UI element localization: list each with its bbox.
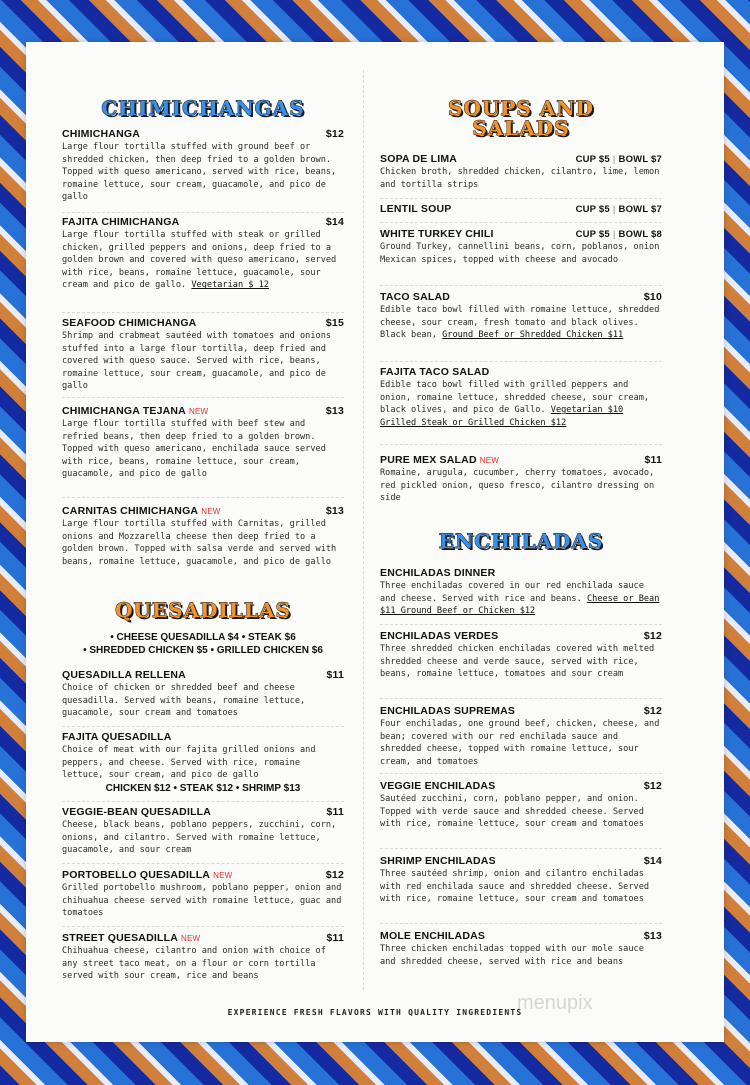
- item-name: SEAFOOD CHIMICHANGA: [62, 317, 197, 329]
- cup-price: CUP $5: [575, 229, 610, 240]
- item-name: CHIMICHANGA TEJANA: [62, 405, 186, 417]
- item-name: FAJITA TACO SALAD: [380, 366, 490, 378]
- menu-item: [380, 291, 662, 362]
- item-options: CHICKEN $12 • STEAK $12 • SHRIMP $13: [105, 782, 301, 794]
- bowl-price: BOWL $7: [618, 154, 662, 165]
- menu-item: WHITE TURKEY CHILI CUP $5 | BOWL $8 Ground Turkey, cannellini beans, corn, poblanos, onion Mexican spices, topped with cheese and avocado: [380, 228, 662, 286]
- item-price: $10: [643, 291, 662, 303]
- item-name: QUESADILLA RELLENA: [62, 669, 186, 681]
- item-variant: Vegetarian $ 12: [191, 280, 269, 291]
- item-name: ENCHILADAS VERDES: [380, 630, 499, 642]
- menu-item: [62, 405, 344, 498]
- item-variant: Ground Beef or Shredded Chicken $11: [442, 330, 624, 341]
- item-description: Large flour tortilla stuffed with beef stew and refried beans, then deep fried to a golden brown. Topped with queso americano, enchilada sauce served with rice, beans, romaine lettuce, sour cream, guacamole, and pico de gallo: [62, 419, 326, 480]
- item-name: VEGGIE-BEAN QUESADILLA: [62, 806, 212, 818]
- item-price: $12: [643, 705, 662, 717]
- item-price: $13: [643, 930, 662, 942]
- menu-item: [62, 128, 344, 213]
- item-description: Romaine, arugula, cucumber, cherry tomatoes, avocado, red pickled onion, queso fresco, cilantro dressing on side: [380, 468, 655, 504]
- new-badge: NEW: [181, 934, 201, 943]
- item-price: $12: [643, 780, 662, 792]
- menu-item: LENTIL SOUP CUP $5 | BOWL $7: [380, 203, 662, 223]
- item-description: Choice of meat with our fajita grilled onions and peppers, and cheese. Served with rice, romaine lettuce, sour cream, and pico de gallo: [62, 745, 316, 781]
- item-description: Large flour tortilla stuffed with steak or grilled chicken, grilled peppers and onions, deep fried to a golden brown and covered with queso americano, served with rice, beans, romaine lettuce, guacamole, sour cream and pico de gallo.: [62, 230, 337, 291]
- item-description: Large flour tortilla stuffed with ground beef or shredded chicken, then deep fried to a golden brown. Topped with queso americano, served with rice, beans, romaine lettuce, sour cream, guacamole, and pico de gallo: [62, 142, 337, 203]
- item-description: Sautéed zucchini, corn, poblano pepper, and onion. Topped with verde sauce and shredded cheese. Served with rice, romaine lettuce, sour cream and tomatoes: [380, 794, 644, 830]
- new-badge: NEW: [201, 507, 221, 516]
- item-description: Large flour tortilla stuffed with Carnitas, grilled onions and Mozzarella cheese then deep fried to a golden brown. Topped with salsa verde and served with beans, romaine lettuce, guacamole, and pico de gallo: [62, 519, 337, 567]
- menu-item: [62, 806, 344, 864]
- item-name: CHIMICHANGA: [62, 128, 141, 140]
- item-description: Ground Turkey, cannellini beans, corn, poblanos, onion Mexican spices, topped with cheese and avocado: [380, 242, 660, 265]
- column-divider: [363, 70, 364, 990]
- item-price: $13: [325, 405, 344, 417]
- item-price: $12: [643, 630, 662, 642]
- item-name: WHITE TURKEY CHILI: [380, 228, 494, 240]
- item-name: SOPA DE LIMA: [380, 153, 458, 165]
- soups-title-line: SALADS: [472, 116, 570, 140]
- cup-price: CUP $5: [575, 154, 610, 165]
- item-price: $11: [326, 806, 344, 818]
- menu-item: [380, 630, 662, 699]
- item-name: ENCHILADAS SUPREMAS: [380, 705, 516, 717]
- item-price: $11: [326, 932, 344, 944]
- item-description: Choice of chicken or shredded beef and cheese quesadilla. Served with beans, romaine lettuce, guacamole, sour cream and tomatoes: [62, 683, 306, 719]
- menu-item: [62, 932, 344, 989]
- menu-item: [380, 454, 662, 511]
- new-badge: NEW: [213, 871, 233, 880]
- quesadilla-list-line: • SHREDDED CHICKEN $5 • GRILLED CHICKEN $6: [83, 645, 323, 656]
- item-name: STREET QUESADILLA: [62, 932, 178, 944]
- item-name: PURE MEX SALAD: [380, 454, 477, 466]
- menu-item: SOPA DE LIMA CUP $5 | BOWL $7 Chicken broth, shredded chicken, cilantro, lime, lemon and tortilla strips: [380, 153, 662, 199]
- new-badge: NEW: [479, 456, 499, 465]
- item-name: CARNITAS CHIMICHANGA: [62, 505, 199, 517]
- quesadilla-list-line: • CHEESE QUESADILLA $4 • STEAK $6: [110, 632, 296, 643]
- menu-item: [380, 366, 662, 445]
- item-price: $13: [325, 505, 344, 517]
- item-name: FAJITA CHIMICHANGA: [62, 216, 180, 228]
- item-description: Grilled portobello mushroom, poblano pepper, onion and chihuahua cheese served with romaine lettuce, guac and tomatoes: [62, 883, 342, 919]
- menu-item: [62, 669, 344, 727]
- menu-item: [62, 731, 344, 802]
- item-name: FAJITA QUESADILLA: [62, 731, 172, 743]
- soups-salads-title: [380, 98, 662, 138]
- menu-item: [380, 780, 662, 849]
- item-description: Shrimp and crabmeat sautéed with tomatoes and onions stuffed into a large flour tortilla, deep fried and covered with queso sauce. Served with rice, beans, romaine lettuce, sour cream, guacamole, and pico de gallo: [62, 331, 332, 392]
- item-description: Four enchiladas, one ground beef, chicken, cheese, and bean; covered with our red enchilada sauce and shredded cheese, topped with romaine lettuce, sour cream, and tomatoes: [380, 719, 660, 767]
- quesadilla-price-list: [62, 631, 344, 657]
- item-price: $11: [644, 454, 662, 466]
- item-name: PORTOBELLO QUESADILLA: [62, 869, 211, 881]
- footer-tagline: EXPERIENCE FRESH FLAVORS WITH QUALITY INGREDIENTS: [227, 1008, 523, 1017]
- item-price: $12: [325, 128, 344, 140]
- bowl-price: BOWL $7: [618, 204, 662, 215]
- menu-item: [62, 317, 344, 398]
- item-description: Chihuahua cheese, cilantro and onion with choice of any street taco meat, on a flour or corn tortilla served with sour cream, rice and beans: [62, 946, 326, 982]
- chimichangas-title: CHIMICHANGAS: [101, 96, 305, 120]
- item-variant: Cheese or Bean $11 Ground Beef or Chicken $12: [380, 593, 660, 617]
- item-description: Chicken broth, shredded chicken, cilantro, lime, lemon and tortilla strips: [380, 167, 660, 190]
- soups-title-line: SOUPS AND: [448, 96, 594, 120]
- menu-item: [62, 216, 344, 313]
- quesadillas-title: QUESADILLAS: [115, 598, 291, 622]
- new-badge: NEW: [188, 407, 209, 416]
- menu-item: [380, 567, 662, 625]
- menu-item: [62, 869, 344, 927]
- menu-item: [62, 505, 344, 585]
- bowl-price: BOWL $8: [618, 229, 662, 240]
- item-name: LENTIL SOUP: [380, 203, 452, 215]
- item-price: $15: [325, 317, 344, 329]
- item-price: $11: [326, 669, 344, 681]
- menu-item: [380, 930, 662, 987]
- item-description: Cheese, black beans, poblano peppers, zucchini, corn, onions, and cilantro. Served with romaine lettuce, guacamole, and sour cream: [62, 820, 337, 856]
- item-description: Edible taco bowl filled with grilled peppers and onion, romaine lettuce, shredded cheese, sour cream, black olives, and pico de Gallo.: [380, 380, 650, 416]
- enchiladas-title: ENCHILADAS: [438, 529, 604, 553]
- item-name: ENCHILADAS DINNER: [380, 567, 496, 579]
- item-description: Three shredded chicken enchiladas covered with melted shredded cheese and verde sauce, served with rice, beans, romaine lettuce, tomatoes and sour cream: [380, 644, 655, 680]
- item-description: Three enchiladas covered in our red enchilada sauce and cheese. Served with rice and beans.: [380, 581, 644, 604]
- item-name: VEGGIE ENCHILADAS: [380, 780, 496, 792]
- menu-item: [380, 855, 662, 924]
- menu-item: [380, 705, 662, 774]
- item-description: Three chicken enchiladas topped with our mole sauce and shredded cheese, served with rice and beans: [380, 944, 644, 967]
- item-name: SHRIMP ENCHILADAS: [380, 855, 496, 867]
- item-price: $12: [325, 869, 344, 881]
- item-price: $14: [643, 855, 662, 867]
- item-description: Edible taco bowl filled with romaine lettuce, shredded cheese, sour cream, fresh tomato and black olives. Black bean,: [380, 305, 660, 341]
- item-name: MOLE ENCHILADAS: [380, 930, 486, 942]
- item-name: TACO SALAD: [380, 291, 451, 303]
- item-price: $14: [325, 216, 344, 228]
- item-variant: Vegetarian $10 Grilled Steak or Grilled Chicken $12: [380, 405, 624, 428]
- watermark: menupix: [517, 992, 593, 1014]
- item-description: Three sautéed shrimp, onion and cilantro enchiladas with red enchilada sauce and shredded cheese. Served with rice, romaine lettuce, sour cream and tomatoes: [380, 869, 650, 905]
- cup-price: CUP $5: [575, 204, 610, 215]
